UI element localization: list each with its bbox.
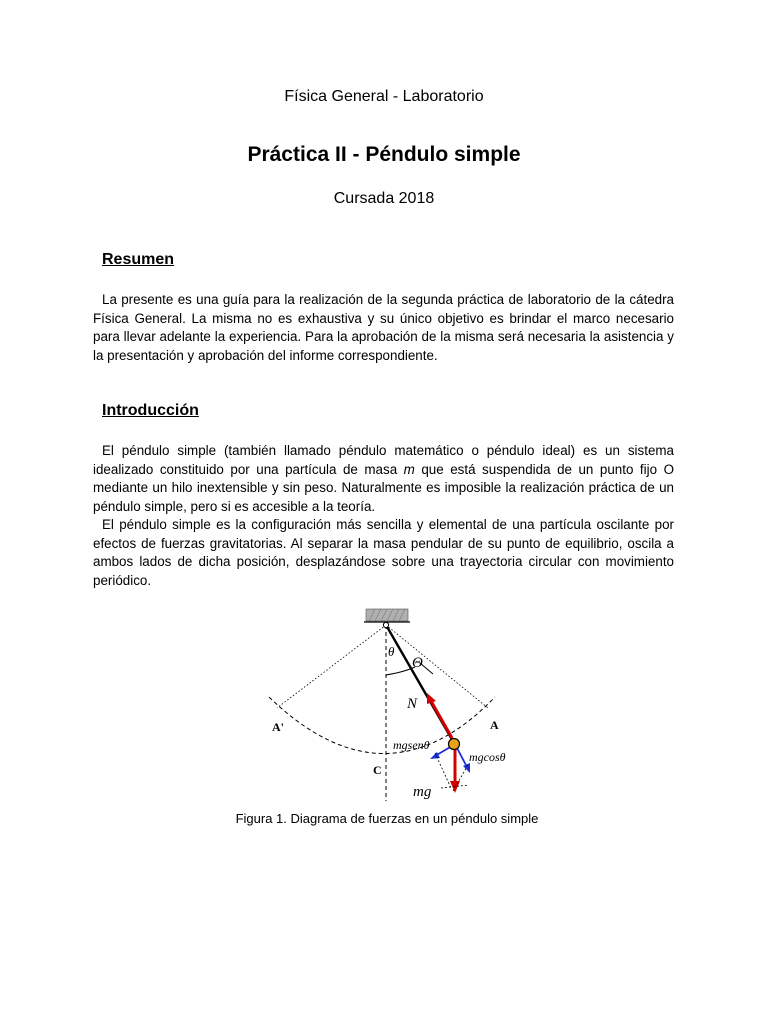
- resumen-heading: Resumen: [102, 251, 175, 268]
- A-label: A: [490, 718, 499, 732]
- Theta-label: Θ: [412, 655, 423, 671]
- introduccion-paragraph-1: [93, 442, 674, 516]
- tension-arrow: [431, 701, 452, 738]
- introduccion-heading: Introducción: [102, 402, 199, 419]
- course-subject: Física General - Laboratorio: [284, 88, 484, 105]
- intro-text-after: que está suspendida de un punto fijo O mediante un hilo inextensible y sin peso. Naturalmente es imposible la realización práctica de un péndulo simple, pero si es accesible a la teoría.: [93, 461, 674, 514]
- theta-label: θ: [388, 644, 395, 659]
- string-extreme-right: [386, 625, 488, 708]
- pendulum-mass: [449, 739, 460, 750]
- page-title: Práctica II - Péndulo simple: [247, 143, 521, 166]
- pendulum-diagram: [255, 605, 525, 805]
- mg-cos-arrowhead: [463, 763, 470, 773]
- mg-sin-label: mgsenθ: [393, 738, 430, 752]
- trajectory-arc: [269, 697, 495, 754]
- pivot-point: [383, 622, 388, 627]
- N-label: N: [407, 696, 418, 712]
- string-extreme-left: [277, 625, 386, 708]
- mass-symbol: m: [403, 461, 415, 477]
- course-year: Cursada 2018: [333, 190, 435, 207]
- mg-cos-component-arrow: [457, 748, 467, 767]
- intro-text-before: El péndulo simple (también llamado péndulo matemático o péndulo ideal) es un sistema idealizado constituido por una partícula de masa: [93, 443, 674, 477]
- mg-cos-label: mgcosθ: [469, 750, 506, 764]
- introduccion-paragraph-2: El péndulo simple es la configuración más sencilla y elemental de una partícula oscilante por efectos de fuerzas gravitatorias. Al separar la masa pendular de su punto de equilibrio, oscila a ambos lados de dicha posición, desplazándose sobre una trayectoria circular con movimiento periódico.: [93, 517, 674, 588]
- mg-label: mg: [413, 784, 432, 800]
- tension-arrowhead: [427, 693, 436, 704]
- resumen-paragraph: La presente es una guía para la realización de la segunda práctica de laboratorio de la cátedra Física General. La misma no es exhaustiva y su único objetivo es brindar el marco necesario para llevar adelante la experiencia. Para la aprobación de la misma será necesaria la asistencia y la presentación y aprobación del informe correspondiente.: [93, 292, 674, 363]
- A-prime-label: A': [272, 720, 284, 734]
- C-label: C: [373, 763, 382, 777]
- figure-caption: Figura 1. Diagrama de fuerzas en un péndulo simple: [235, 811, 539, 826]
